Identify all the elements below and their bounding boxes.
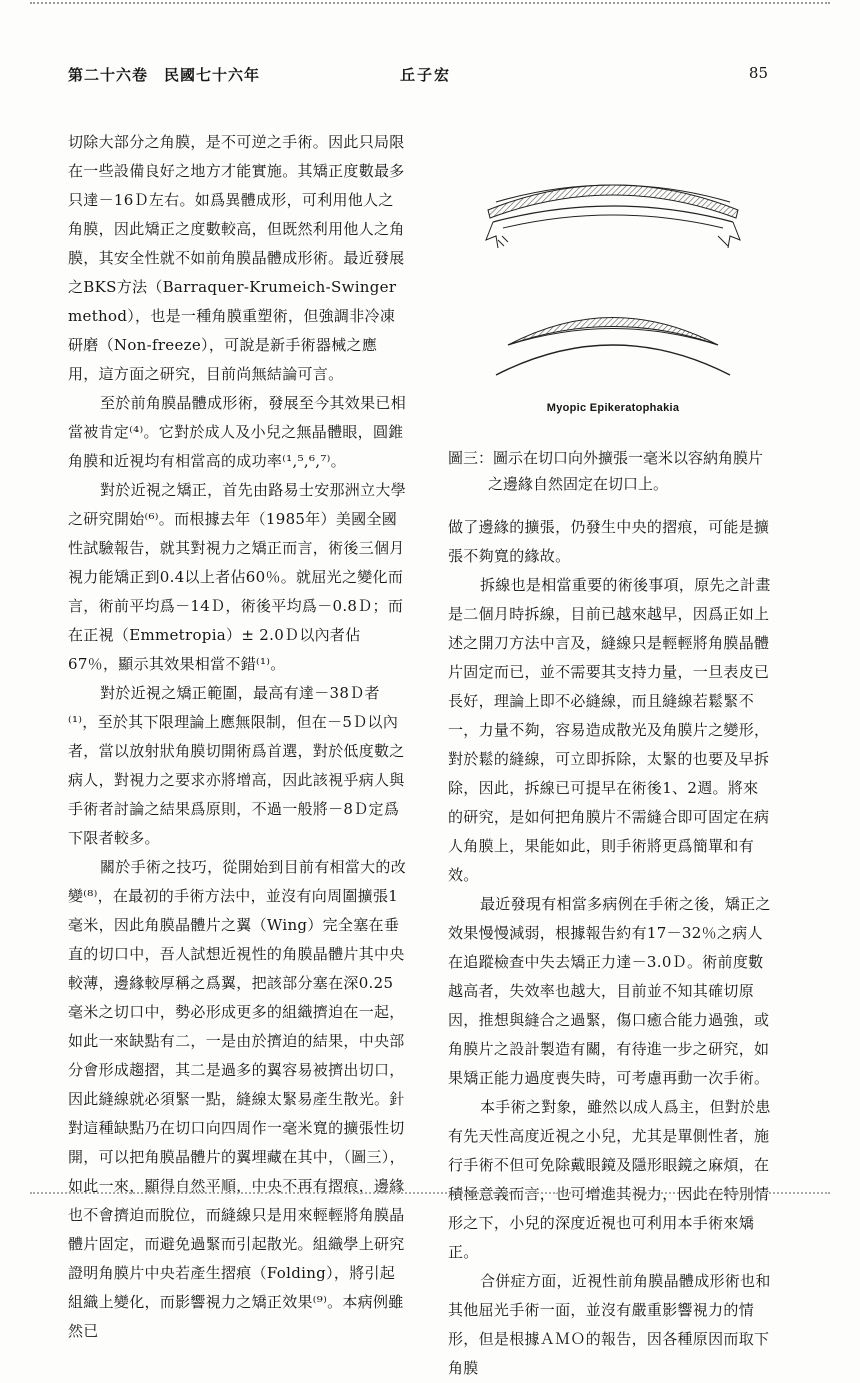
paragraph: 關於手術之技巧，從開始到目前有相當大的改變⁽⁸⁾，在最初的手術方法中，並沒有向周圍擴張1毫米，因此角膜晶體片之翼（Wing）完全塞在垂直的切口中，吾人試想近視性的角膜晶體片其中央較薄，邊緣較厚稱之爲翼，把該部分塞在深0.25毫米之切口中，勢必形成更多的組織擠迫在一起，如此一來缺點有二，一是由於擠迫的結果，中央部分會形成趨摺，其二是過多的翼容易被擠出切口，因此縫線就必須緊一點，縫線太緊易產生散光。針對這種缺點乃在切口向四周作一毫米寬的擴張性切開，可以把角膜晶體片的翼埋藏在其中，（圖三），如此一來，顯得自然平順，中央不再有摺痕，邊緣也不會擠迫而脫位，而縫線只是用來輕輕將角膜晶體片固定，而避免過緊而引起散光。組織學上研究證明角膜片中央若產生摺痕（Folding），將引起組織上變化，而影響視力之矯正效果⁽⁹⁾。本病例雖然已 bbox=[68, 858, 407, 1340]
paragraph: 做了邊緣的擴張，仍發生中央的摺痕，可能是擴張不夠寬的緣故。 bbox=[448, 518, 770, 565]
lenticule-shape-top bbox=[488, 185, 738, 218]
journal-volume: 第二十六卷 民國七十六年 bbox=[68, 66, 261, 84]
top-diagram bbox=[486, 185, 740, 248]
paragraph: 合併症方面，近視性前角膜晶體成形術也和其他屈光手術一面，並沒有嚴重影響視力的情形，但是根據ＡＭＯ的報告，因各種原因而取下角膜 bbox=[448, 1272, 771, 1377]
paragraph: 對於近視之矯正，首先由路易士安那洲立大學之研究開始⁽⁶⁾。而根據去年（1985年）美國全國性試驗報告，就其對視力之矯正而言，術後三個月視力能矯正到0.4以上者佔60％。就屈光之變化而言，術前平均爲－14Ｄ，術後平均爲－0.8Ｄ；而在正視（Emmetropia）± 2.0Ｄ以內者佔67％，顯示其效果相當不錯⁽¹⁾。 bbox=[68, 481, 407, 673]
paragraph: 切除大部分之角膜，是不可逆之手術。因此只局限在一些設備良好之地方才能實施。其矯正度數最多只達－16Ｄ左右。如爲異體成形，可利用他人之角膜，因此矯正之度數較高，但既然利用他人之角膜，其安全性就不如前角膜晶體成形術。最近發展之BKS方法（Barraquer-Krumeich-Swinger method），也是一種角膜重塑術，但強調非冷凍研磨（Non-freeze），可說是新手術器械之應用，這方面之研究，目前尚無結論可言。 bbox=[68, 133, 405, 383]
left-column bbox=[68, 128, 406, 1346]
caption-line: 圖三：圖示在切口向外擴張一毫米以容納角膜片 bbox=[448, 449, 764, 467]
caption-line: 之邊緣自然固定在切口上。 bbox=[488, 475, 669, 493]
paragraph: 最近發現有相當多病例在手術之後，矯正之效果慢慢減弱，根據報告約有17－32％之病人在追蹤檢查中失去矯正力達－3.0Ｄ。術前度數越高者，失效率也越大，目前並不知其確切原因，推想與縫合之過緊，傷口癒合能力過強，或角膜片之設計製造有關，有待進一步之研究，如果矯正能力過度喪失時，可考慮再動一次手術。 bbox=[448, 895, 771, 1087]
author-name: 丘子宏 bbox=[400, 66, 452, 84]
lenticule-shape-bottom bbox=[508, 318, 718, 346]
paragraph: 至於前角膜晶體成形術，發展至今其效果已相當被肯定⁽⁴⁾。它對於成人及小兒之無晶體眼，圓錐角膜和近視均有相當高的成功率⁽¹,⁵,⁶,⁷⁾。 bbox=[68, 394, 407, 470]
figure-label: Myopic Epikeratophakia bbox=[546, 402, 680, 414]
figure-caption bbox=[448, 445, 773, 497]
figure-epikeratophakia bbox=[468, 140, 758, 440]
paragraph: 拆線也是相當重要的術後事項，原先之計畫是二個月時拆線，目前已越來越早，因爲正如上述之開刀方法中言及，縫線只是輕輕將角膜晶體片固定而已，並不需要其支持力量，一旦表皮已長好，理論上即不必縫線，而且縫線若鬆緊不一，力量不夠，容易造成散光及角膜片之變形，對於鬆的縫線，可立即拆除，太緊的也要及早拆除，因此，拆線已可提早在術後1、2週。將來的研究，是如何把角膜片不需縫合即可固定在病人角膜上，果能如此，則手術將更爲簡單和有效。 bbox=[448, 576, 771, 884]
right-column bbox=[448, 513, 773, 1383]
page-header bbox=[68, 64, 768, 88]
scan-edge-top bbox=[30, 2, 830, 10]
scan-edge-bottom bbox=[30, 1186, 830, 1194]
paragraph: 本手術之對象，雖然以成人爲主，但對於患有先天性高度近視之小兒，尤其是單側性者，施行手術不但可免除戴眼鏡及隱形眼鏡之麻煩，在積極意義而言，也可增進其視力，因此在特別情形之下，小兒的深度近視也可利用本手術來矯正。 bbox=[448, 1098, 771, 1261]
bottom-diagram bbox=[496, 318, 730, 376]
lenticule-diagram bbox=[468, 140, 758, 395]
page-number: 85 bbox=[748, 64, 768, 82]
paragraph: 對於近視之矯正範圍，最高有達－38Ｄ者⁽¹⁾，至於其下限理論上應無限制，但在－5Ｄ以內者，當以放射狀角膜切開術爲首選，對於低度數之病人，對視力之要求亦將增高，因此該視乎病人與手術者討論之結果爲原則，不過一般將－8Ｄ定爲下限者較多。 bbox=[68, 684, 405, 847]
